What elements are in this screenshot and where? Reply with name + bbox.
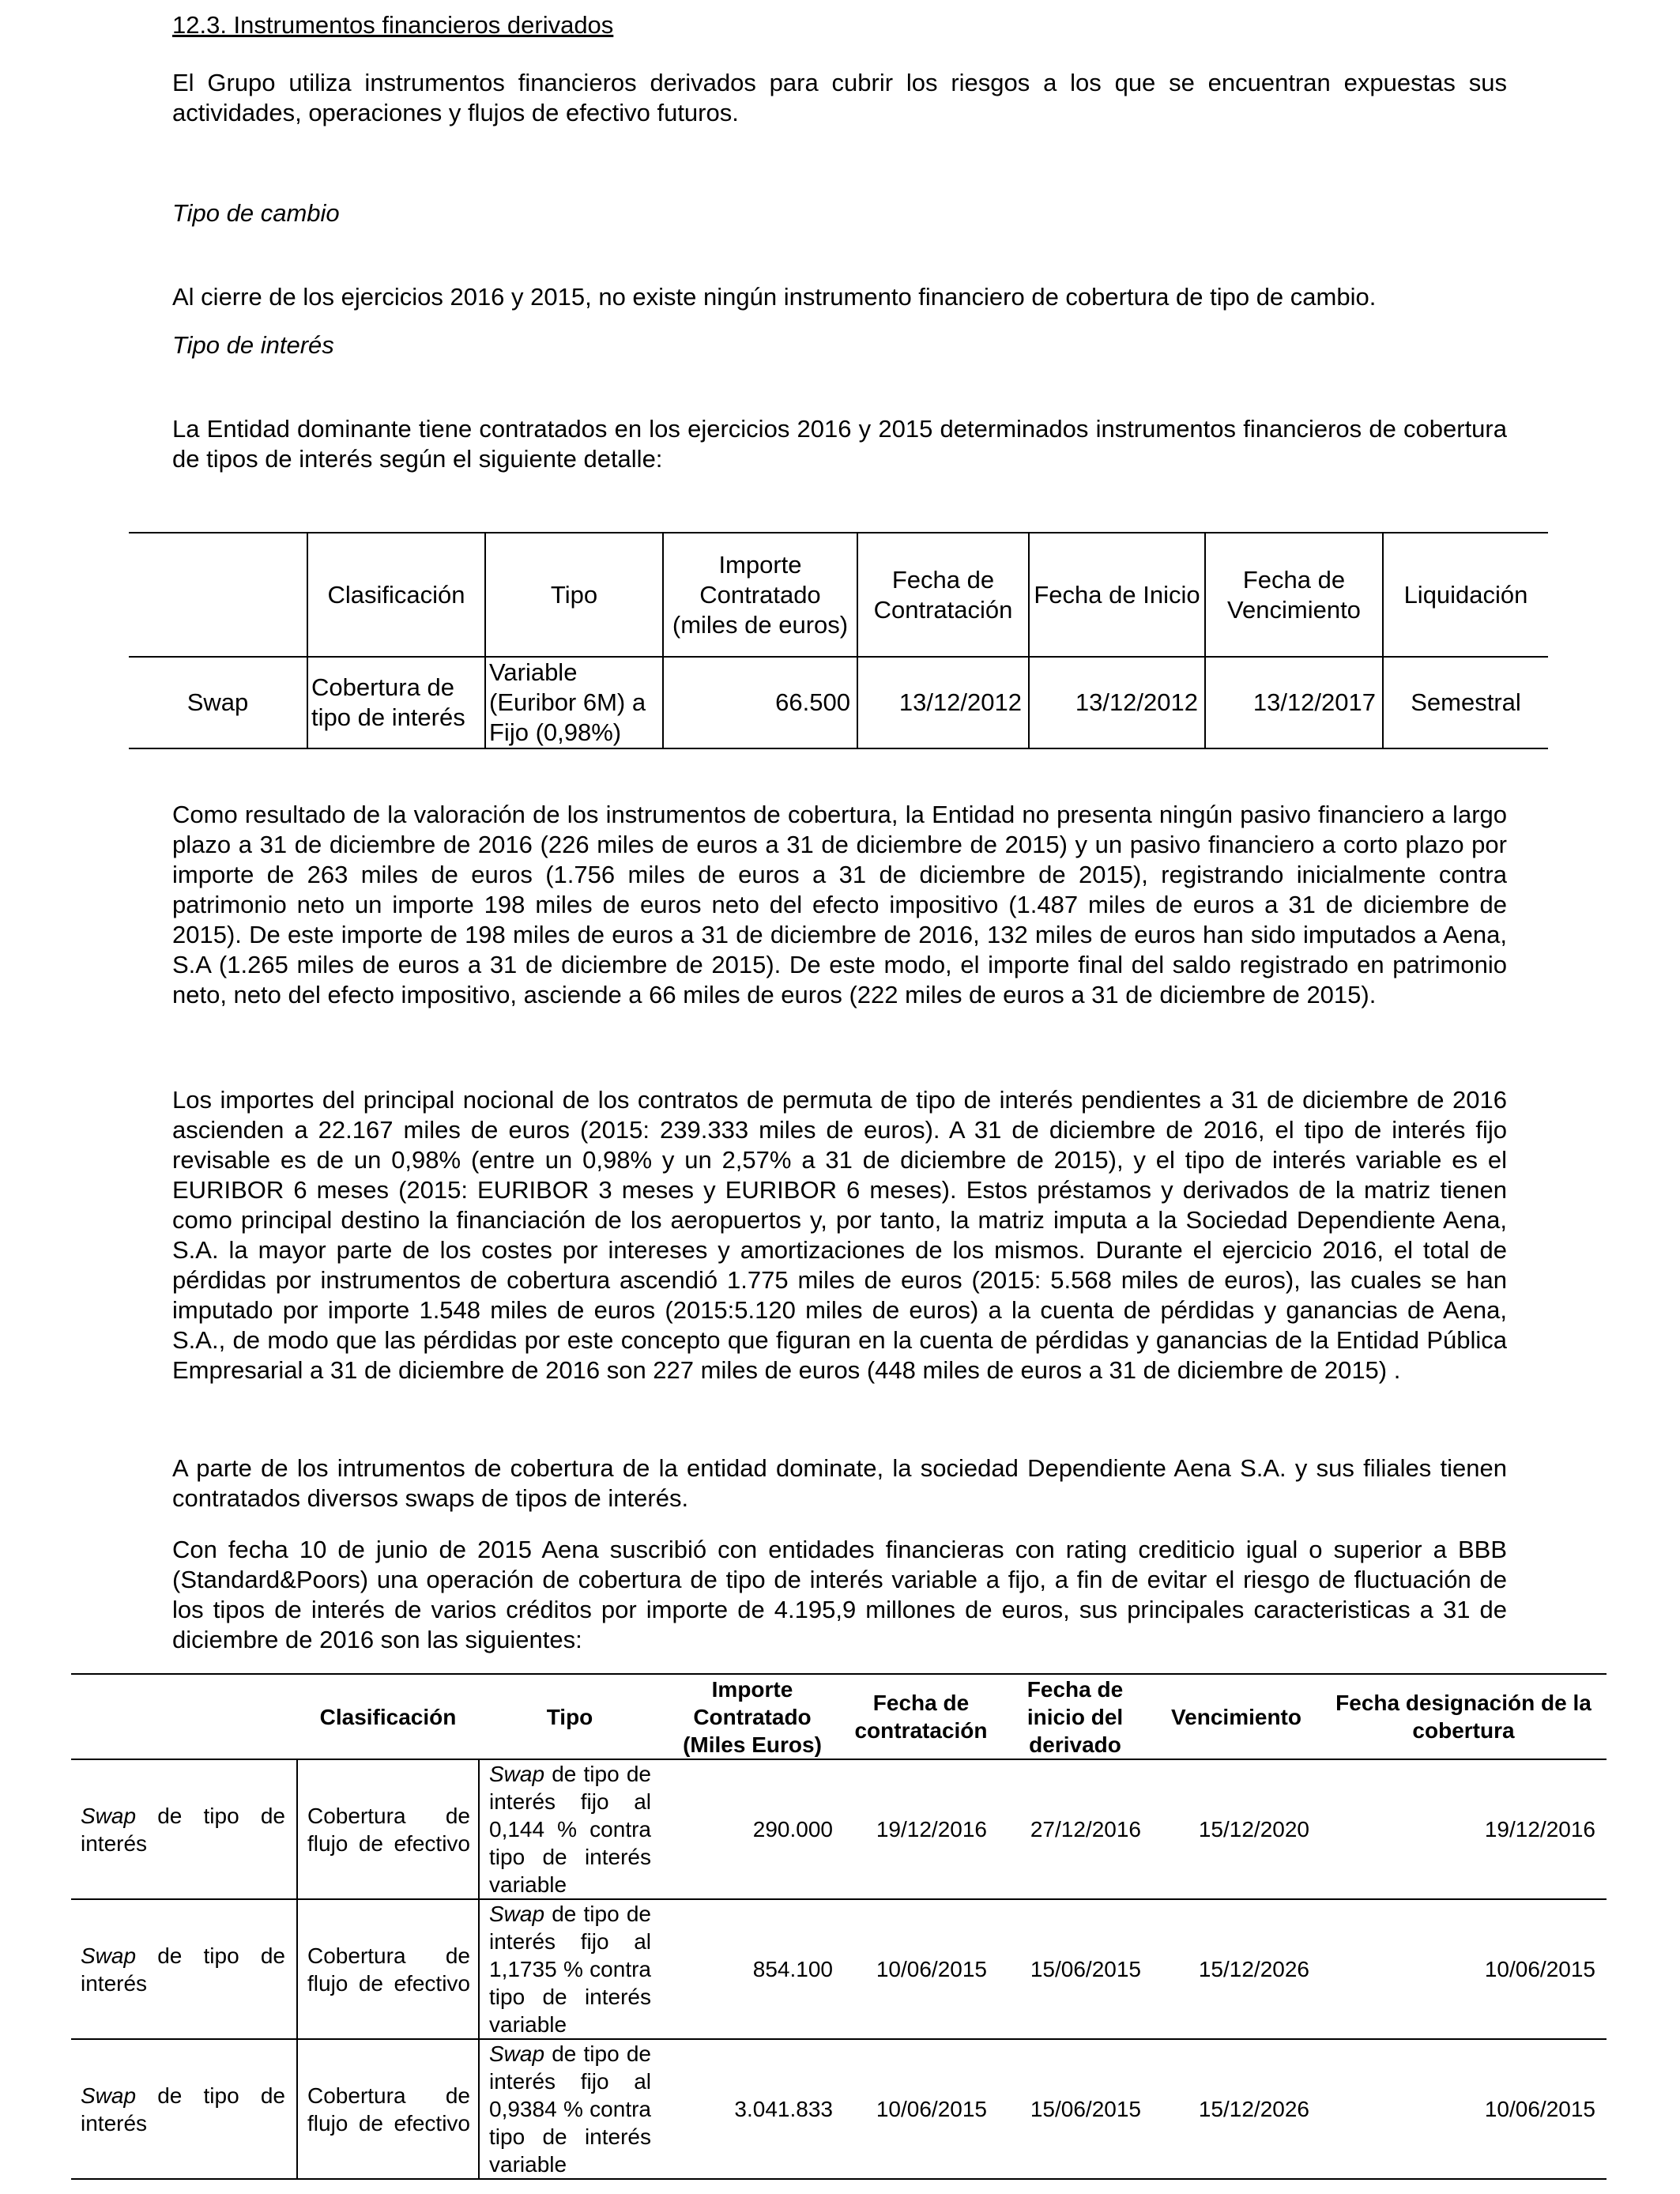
cell-importe: 3.041.833 (661, 2039, 844, 2179)
cell-tipo (479, 1759, 661, 1899)
header-clasificacion: Clasificación (297, 1674, 479, 1759)
table-row (71, 2039, 1607, 2179)
cell-fecha-inicio: 13/12/2012 (1029, 657, 1205, 748)
cell-clasificacion: Cobertura de tipo de interés (307, 657, 485, 748)
tipo-interes-heading: Tipo de interés (172, 331, 334, 359)
instrumento-rest: de tipo de interés (81, 1943, 285, 1996)
tipo-rest: de tipo de interés fijo al 1,1735 % contra tipo de interés variable (489, 1902, 651, 2037)
instrumento-rest: de tipo de interés (81, 2083, 285, 2136)
tipo-cambio-text: Al cierre de los ejercicios 2016 y 2015, no existe ningún instrumento financiero de cobertura de tipo de cambio. (172, 283, 1377, 311)
table-row (71, 1899, 1607, 2039)
cell-fecha-contratacion: 10/06/2015 (844, 2039, 998, 2179)
aparte-paragraph: A parte de los intrumentos de cobertura de la entidad dominate, la sociedad Dependiente Aena S.A. y sus filiales tienen contratados diversos swaps de tipos de interés. (172, 1454, 1507, 1512)
header-fecha-contratacion: Fecha de Contratación (857, 533, 1029, 657)
header-fecha-inicio: Fecha de inicio del derivado (998, 1674, 1152, 1759)
cell-fecha-inicio: 15/06/2015 (998, 2039, 1152, 2179)
header-empty (129, 533, 307, 657)
clasificacion-text: Cobertura de flujo de efectivo (307, 2083, 470, 2136)
header-clasificacion: Clasificación (307, 533, 485, 657)
section-title: 12.3. Instrumentos financieros derivados (172, 11, 614, 39)
cell-vencimiento: 15/12/2026 (1152, 2039, 1320, 2179)
cell-fecha-inicio: 15/06/2015 (998, 1899, 1152, 2039)
tipo-rest: de tipo de interés fijo al 0,9384 % contra tipo de interés variable (489, 2041, 651, 2177)
instrumento-italic: Swap (81, 2083, 137, 2108)
tipo-italic: Swap (489, 1902, 545, 1926)
clasificacion-text: Cobertura de flujo de efectivo (307, 1943, 470, 1996)
header-fecha-contratacion: Fecha de contratación (844, 1674, 998, 1759)
resultado-paragraph: Como resultado de la valoración de los instrumentos de cobertura, la Entidad no presenta ningún pasivo financiero a largo plazo a 31 de diciembre de 2016 (226 miles de euros a 31 de diciembre de 2015) y un pasivo financiero a corto plazo por importe de 263 miles de euros (1.756 miles de euros a 31 de diciembre de 2015), registrando inicialmente contra patrimonio neto un importe 198 miles de euros neto del efecto impositivo (1.487 miles de euros a 31 de diciembre de 2015). De este importe de 198 miles de euros a 31 de diciembre de 2016, 132 miles de euros han sido imputados a Aena, S.A (1.265 miles de euros a 31 de diciembre de 2015). De este modo, el importe final del saldo registrado en patrimonio neto, neto del efecto impositivo, asciende a 66 miles de euros (222 miles de euros a 31 de diciembre de 2015). (172, 801, 1507, 1008)
cell-tipo (479, 2039, 661, 2179)
header-vencimiento: Vencimiento (1152, 1674, 1320, 1759)
cell-fecha-designacion: 19/12/2016 (1320, 1759, 1607, 1899)
instrumento-italic: Swap (81, 1803, 137, 1828)
fecha-paragraph: Con fecha 10 de junio de 2015 Aena suscribió con entidades financieras con rating crediticio igual o superior a BBB (Standard&Poors) una operación de cobertura de tipo de interés variable a fijo, a fin de evitar el riesgo de fluctuación de los tipos de interés de varios créditos por importe de 4.195,9 millones de euros, sus principales caracteristicas a 31 de diciembre de 2016 son las siguientes: (172, 1536, 1507, 1653)
cell-fecha-contratacion: 19/12/2016 (844, 1759, 998, 1899)
cell-fecha-designacion: 10/06/2015 (1320, 2039, 1607, 2179)
tipo-italic: Swap (489, 2041, 545, 2066)
cell-vencimiento: 15/12/2020 (1152, 1759, 1320, 1899)
instrumento-italic: Swap (81, 1943, 137, 1968)
table-row (71, 1759, 1607, 1899)
interest-rate-table-entidad (129, 532, 1548, 749)
header-tipo: Tipo (485, 533, 663, 657)
cell-clasificacion (297, 1759, 479, 1899)
header-fecha-designacion: Fecha designación de la cobertura (1320, 1674, 1607, 1759)
cell-instrumento (71, 1759, 297, 1899)
instrumento-rest: de tipo de interés (81, 1803, 285, 1856)
tipo-italic: Swap (489, 1762, 545, 1786)
header-importe: Importe Contratado (miles de euros) (663, 533, 857, 657)
cell-instrumento: Swap (129, 657, 307, 748)
aena-swap-table (71, 1673, 1607, 2180)
cell-importe: 66.500 (663, 657, 857, 748)
table-header-row (71, 1674, 1607, 1759)
cell-fecha-inicio: 27/12/2016 (998, 1759, 1152, 1899)
cell-importe: 854.100 (661, 1899, 844, 2039)
tipo-cambio-heading: Tipo de cambio (172, 199, 340, 227)
cell-instrumento (71, 1899, 297, 2039)
header-empty (71, 1674, 297, 1759)
header-fecha-inicio: Fecha de Inicio (1029, 533, 1205, 657)
nocional-paragraph: Los importes del principal nocional de los contratos de permuta de tipo de interés pendientes a 31 de diciembre de 2016 ascienden a 22.167 miles de euros (2015: 239.333 miles de euros). A 31 de diciembre de 2016, el tipo de interés fijo revisable es de un 0,98% (entre un 0,98% y un 2,57% a 31 de diciembre de 2015), y el tipo de interés variable es el EURIBOR 6 meses (2015: EURIBOR 3 meses y EURIBOR 6 meses). Estos préstamos y derivados de la matriz tienen como principal destino la financiación de los aeropuertos y, por tanto, la matriz imputa a la Sociedad Dependiente Aena, S.A. la mayor parte de los costes por intereses y amortizaciones de los mismos. Durante el ejercicio 2016, el total de pérdidas por instrumentos de cobertura ascendió 1.775 miles de euros (2015: 5.568 miles de euros), las cuales se han imputado por importe 1.548 miles de euros (2015:5.120 miles de euros) a la cuenta de pérdidas y ganancias de Aena, S.A., de modo que las pérdidas por este concepto que figuran en la cuenta de pérdidas y ganancias de la Entidad Pública Empresarial a 31 de diciembre de 2016 son 227 miles de euros (448 miles de euros a 31 de diciembre de 2015) . (172, 1086, 1507, 1384)
table-row (129, 657, 1548, 748)
cell-liquidacion: Semestral (1383, 657, 1548, 748)
cell-fecha-designacion: 10/06/2015 (1320, 1899, 1607, 2039)
cell-fecha-contratacion: 13/12/2012 (857, 657, 1029, 748)
cell-vencimiento: 15/12/2026 (1152, 1899, 1320, 2039)
header-tipo: Tipo (479, 1674, 661, 1759)
tipo-rest: de tipo de interés fijo al 0,144 % contra tipo de interés variable (489, 1762, 651, 1897)
header-importe: Importe Contratado (Miles Euros) (661, 1674, 844, 1759)
intro-paragraph: El Grupo utiliza instrumentos financieros derivados para cubrir los riesgos a los que se encuentran expuestas sus actividades, operaciones y flujos de efectivo futuros. (172, 69, 1507, 126)
header-liquidacion: Liquidación (1383, 533, 1548, 657)
clasificacion-text: Cobertura de flujo de efectivo (307, 1803, 470, 1856)
tipo-interes-intro: La Entidad dominante tiene contratados en los ejercicios 2016 y 2015 determinados instrumentos financieros de cobertura de tipos de interés según el siguiente detalle: (172, 415, 1507, 473)
header-fecha-vencimiento: Fecha de Vencimiento (1205, 533, 1383, 657)
cell-fecha-vencimiento: 13/12/2017 (1205, 657, 1383, 748)
cell-clasificacion (297, 1899, 479, 2039)
cell-tipo (479, 1899, 661, 2039)
cell-clasificacion (297, 2039, 479, 2179)
cell-tipo: Variable (Euribor 6M) a Fijo (0,98%) (485, 657, 663, 748)
cell-fecha-contratacion: 10/06/2015 (844, 1899, 998, 2039)
cell-instrumento (71, 2039, 297, 2179)
table-header-row (129, 533, 1548, 657)
cell-importe: 290.000 (661, 1759, 844, 1899)
